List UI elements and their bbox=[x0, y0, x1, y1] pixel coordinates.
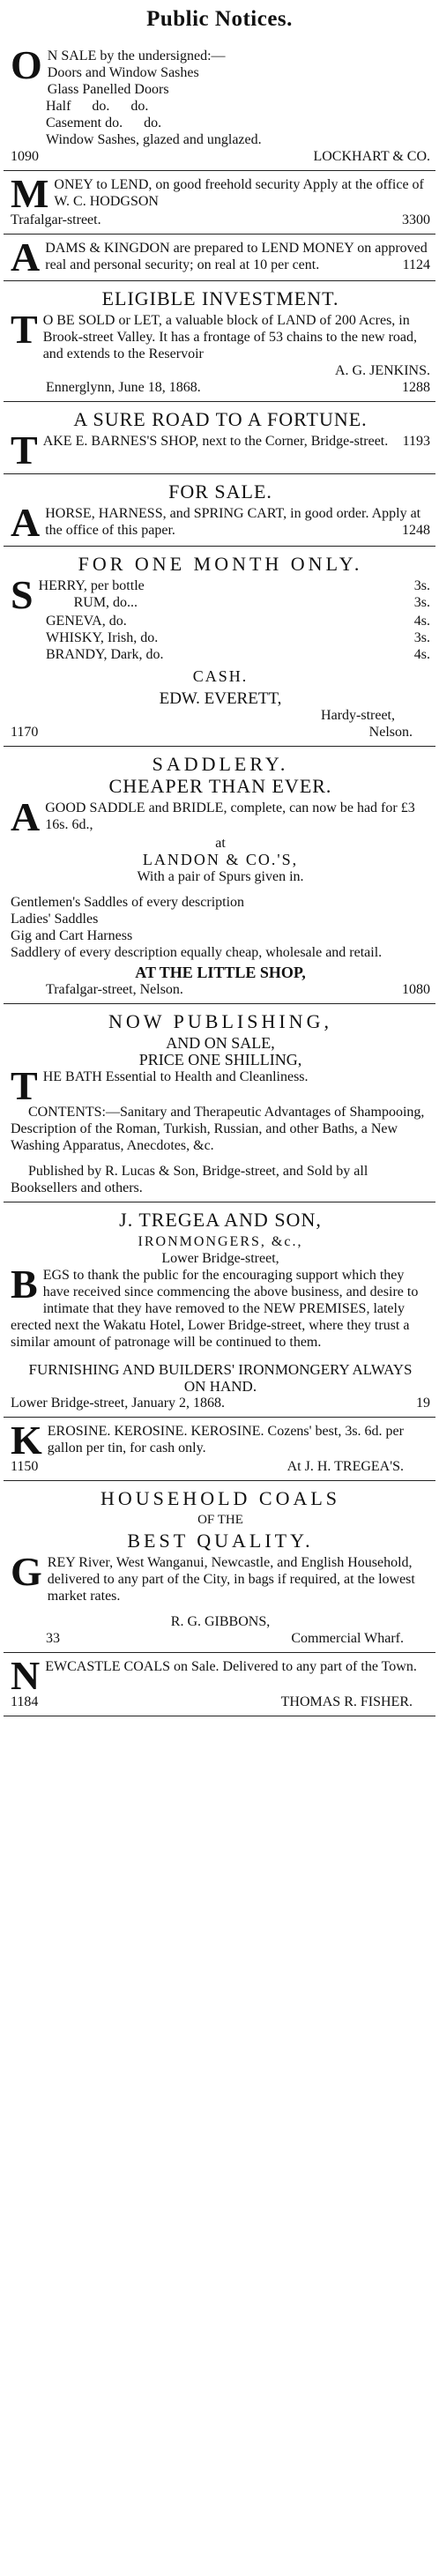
ad-hodgson bbox=[4, 171, 435, 235]
price-item: HERRY, per bottle bbox=[38, 578, 145, 593]
ad-adams-kingdon bbox=[4, 235, 435, 281]
price-row bbox=[11, 629, 430, 646]
signature: At J. H. TREGEA'S. bbox=[286, 1459, 404, 1474]
ad-text: EGS to thank the public for the encouraging support which they have received since commencing the above business, and desire to intimate that they have removed to the NEW PREMISES, lately erected next the Wakatu Hotel, Lower Bridge-street, where they trust a similar amount of patronage will be continued to them. bbox=[11, 1268, 419, 1350]
price-row bbox=[11, 613, 430, 629]
address: Trafalgar-street, Nelson. bbox=[46, 982, 183, 997]
drop-cap: G bbox=[11, 1549, 42, 1594]
street: Hardy-street, bbox=[321, 708, 395, 723]
signature: A. G. JENKINS. bbox=[335, 363, 430, 378]
ad-title: ELIGIBLE INVESTMENT. bbox=[101, 287, 339, 309]
ad-tregea bbox=[4, 1202, 435, 1418]
shop-name: AT THE LITTLE SHOP, bbox=[135, 964, 306, 981]
ad-text: EROSINE. KEROSINE. KEROSINE. Cozens' best, 3s. 6d. per gallon per tin, for cash only. bbox=[47, 1424, 404, 1456]
ad-for-sale bbox=[4, 474, 435, 547]
price-item: GENEVA, do. bbox=[46, 614, 127, 629]
ad-title: HOUSEHOLD COALS bbox=[100, 1487, 341, 1509]
furnishing-note: FURNISHING AND BUILDERS' IRONMONGERY ALWAYS ON HAND. bbox=[28, 1361, 413, 1395]
ref-number: 1193 bbox=[402, 434, 430, 449]
list-item: Gentlemen's Saddles of every description bbox=[11, 895, 245, 910]
ref-number: 19 bbox=[416, 1396, 430, 1411]
ad-text: HE BATH Essential to Health and Cleanliness. bbox=[42, 1069, 309, 1084]
address: Trafalgar-street. bbox=[11, 212, 101, 227]
drop-cap: B bbox=[11, 1262, 38, 1307]
ad-title: SADDLERY. bbox=[152, 753, 289, 775]
ad-text: EWCASTLE COALS on Sale. Delivered to any part of the Town. bbox=[45, 1659, 417, 1674]
ad-the-bath bbox=[4, 1004, 435, 1202]
spurs-note: With a pair of Spurs given in. bbox=[137, 869, 304, 884]
ad-title: J. TREGEA AND SON, bbox=[119, 1209, 322, 1231]
ref-number: 3300 bbox=[402, 212, 430, 227]
drop-cap: A bbox=[11, 500, 41, 545]
ad-line: N SALE by the undersigned:— bbox=[47, 48, 226, 63]
ad-barnes bbox=[4, 402, 435, 474]
goods-list bbox=[11, 894, 430, 961]
drop-cap: N bbox=[11, 1653, 41, 1698]
ad-text: ONEY to LEND, on good freehold security Apply at the office of W. C. HODGSON bbox=[54, 177, 424, 209]
price-value: 4s. bbox=[413, 647, 430, 662]
ad-title: NOW PUBLISHING, bbox=[108, 1010, 332, 1032]
price-value: 4s. bbox=[413, 614, 430, 629]
ref-number: 1288 bbox=[402, 380, 430, 395]
ad-gibbons bbox=[4, 1481, 435, 1653]
date: Ennerglynn, June 18, 1868. bbox=[46, 380, 201, 395]
price-value: 3s. bbox=[413, 578, 430, 593]
ref-number: 1248 bbox=[402, 523, 430, 538]
ad-subtitle: Lower Bridge-street, bbox=[161, 1251, 279, 1266]
of-the: OF THE bbox=[197, 1513, 243, 1527]
wharf: Commercial Wharf. bbox=[291, 1631, 404, 1646]
ad-lockhart bbox=[4, 42, 435, 171]
price-item: RUM, do... bbox=[73, 595, 138, 610]
drop-cap: A bbox=[11, 794, 41, 839]
drop-cap: T bbox=[11, 1063, 38, 1108]
town: Nelson. bbox=[368, 725, 413, 740]
notices-column bbox=[4, 0, 435, 1716]
drop-cap: A bbox=[11, 235, 41, 279]
contents: CONTENTS:—Sanitary and Therapeutic Advantages of Shampooing, Description of the Roman, Turkish, Russian, and other Baths, a New Washing Apparatus, Anecdotes, &c. bbox=[11, 1105, 425, 1153]
price-row bbox=[39, 577, 430, 594]
ad-title: FOR ONE MONTH ONLY. bbox=[78, 553, 363, 575]
ad-subtitle: PRICE ONE SHILLING, bbox=[138, 1051, 302, 1068]
drop-cap: K bbox=[11, 1418, 42, 1463]
ref-number: 1090 bbox=[11, 149, 39, 164]
price-item: WHISKY, Irish, do. bbox=[46, 630, 159, 645]
ad-text: REY River, West Wanganui, Newcastle, and English Household, delivered to any part of the City, in bags if required, at the lowest market rates. bbox=[47, 1555, 415, 1604]
ad-subtitle: IRONMONGERS, &c., bbox=[138, 1234, 303, 1249]
ad-subtitle: AND ON SALE, bbox=[166, 1034, 275, 1052]
ad-fisher bbox=[4, 1653, 435, 1716]
ad-line: Casement do. do. bbox=[46, 115, 162, 130]
ad-subtitle: BEST QUALITY. bbox=[127, 1530, 314, 1552]
price-row bbox=[11, 646, 430, 663]
ad-line: Window Sashes, glazed and unglazed. bbox=[46, 132, 262, 147]
signature: LOCKHART & CO. bbox=[313, 149, 430, 164]
publisher: Published by R. Lucas & Son, Bridge-street, and Sold by all Booksellers and others. bbox=[11, 1164, 368, 1195]
at-word: at bbox=[215, 836, 226, 851]
price-value: 3s. bbox=[413, 595, 430, 610]
ref-number: 1080 bbox=[402, 982, 430, 997]
drop-cap: O bbox=[11, 42, 42, 87]
ad-title: FOR SALE. bbox=[168, 480, 272, 503]
list-item: Saddlery of every description equally cheap, wholesale and retail. bbox=[11, 945, 383, 960]
firm-name: LANDON & CO.'S, bbox=[142, 851, 299, 868]
date: Lower Bridge-street, January 2, 1868. bbox=[11, 1396, 226, 1411]
page-title: Public Notices. bbox=[146, 7, 293, 31]
merchant-name: R. G. GIBBONS, bbox=[170, 1614, 271, 1629]
ad-title: A SURE ROAD TO A FORTUNE. bbox=[73, 408, 368, 430]
ad-line: Half do. do. bbox=[46, 99, 149, 114]
drop-cap: M bbox=[11, 171, 49, 216]
price-value: 3s. bbox=[413, 630, 430, 645]
ad-text: O BE SOLD or LET, a valuable block of LAND of 200 Acres, in Brook-street Valley. It has a frontage of 53 chains to the new road, and extends to the Reservoir bbox=[42, 313, 417, 361]
ad-kerosine bbox=[4, 1418, 435, 1481]
ad-text: AKE E. BARNES'S SHOP, next to the Corner, Bridge-street. bbox=[42, 434, 389, 449]
ad-subtitle: CHEAPER THAN EVER. bbox=[108, 775, 332, 797]
ad-jenkins bbox=[4, 281, 435, 402]
price-item: BRANDY, Dark, do. bbox=[46, 647, 164, 662]
ad-line: Doors and Window Sashes bbox=[47, 65, 199, 80]
ref-number: 33 bbox=[46, 1631, 60, 1646]
ad-text: HORSE, HARNESS, and SPRING CART, in good order. Apply at the office of this paper. bbox=[45, 506, 421, 538]
ad-everett bbox=[4, 547, 435, 747]
ref-number: 1184 bbox=[11, 1694, 39, 1709]
list-item: Ladies' Saddles bbox=[11, 912, 99, 927]
ref-number: 1170 bbox=[11, 725, 39, 740]
price-row bbox=[39, 594, 430, 611]
list-item: Gig and Cart Harness bbox=[11, 928, 133, 943]
cash-heading: CASH. bbox=[192, 667, 249, 685]
signature: THOMAS R. FISHER. bbox=[280, 1694, 413, 1709]
drop-cap: T bbox=[11, 307, 38, 352]
drop-cap: T bbox=[11, 428, 38, 473]
ref-number: 1150 bbox=[11, 1459, 39, 1474]
ad-text: GOOD SADDLE and BRIDLE, complete, can now be had for £3 16s. 6d., bbox=[45, 800, 415, 832]
drop-cap: S bbox=[11, 572, 33, 617]
ref-number: 1124 bbox=[402, 257, 430, 272]
ad-landon bbox=[4, 747, 435, 1004]
ad-line: Glass Panelled Doors bbox=[47, 82, 169, 97]
ad-text: DAMS & KINGDON are prepared to LEND MONEY on approved real and personal security; on real at 10 per cent. bbox=[45, 241, 428, 272]
merchant-name: EDW. EVERETT, bbox=[159, 689, 282, 708]
